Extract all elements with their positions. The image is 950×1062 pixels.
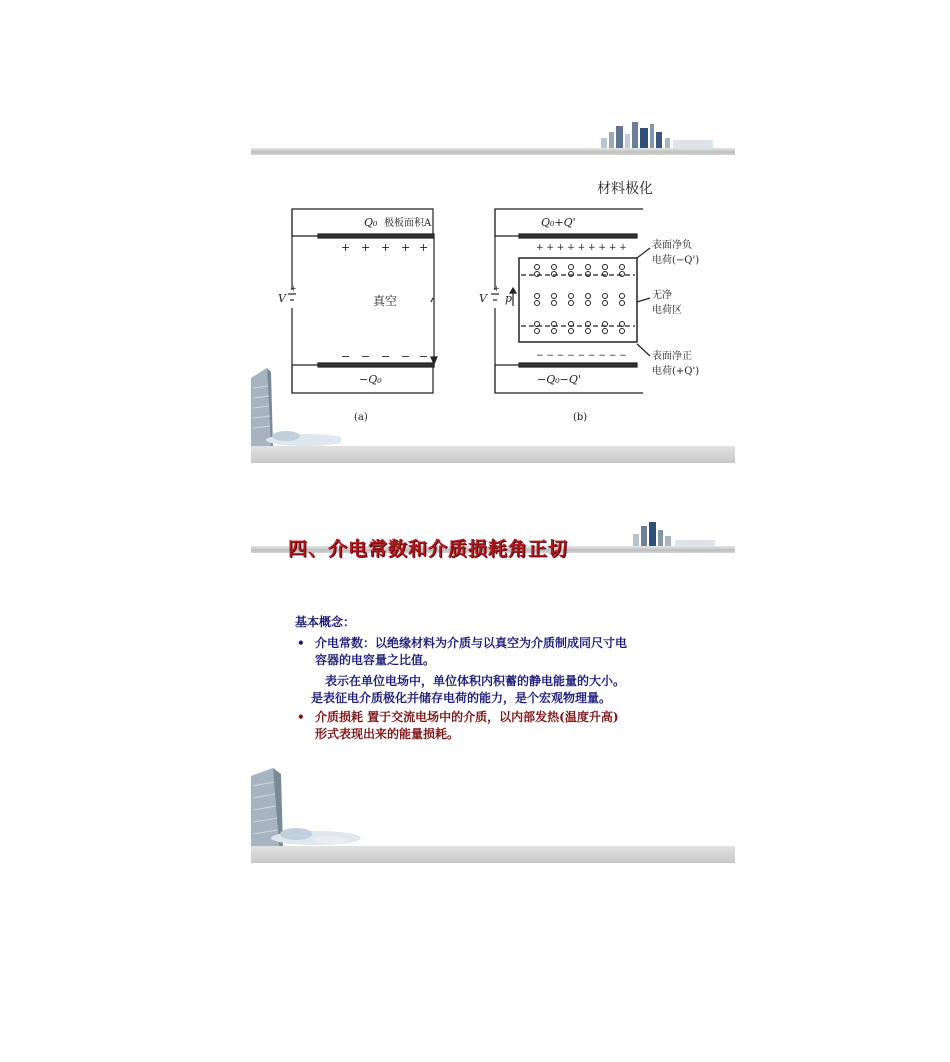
svg-text:+: + bbox=[381, 241, 391, 254]
slide-title: 四、介电常数和介质损耗角正切 bbox=[288, 538, 569, 560]
minus-charges-b bbox=[536, 351, 627, 361]
svg-text:+: + bbox=[419, 241, 429, 254]
svg-text:+ + + + + + + + +: + + + + + + + + + bbox=[536, 243, 627, 253]
svg-text:+: + bbox=[341, 241, 351, 254]
bullet-line: 容器的电容量之比值。 bbox=[315, 653, 436, 667]
svg-text:− − − − − − − − −: − − − − − − − − − bbox=[536, 351, 627, 361]
slide-content bbox=[295, 614, 725, 743]
svg-text:+: + bbox=[361, 241, 371, 254]
svg-text:+: + bbox=[401, 241, 411, 254]
voltage-a: V bbox=[278, 292, 286, 305]
minus-charges-a bbox=[341, 350, 428, 363]
charge-bottom-b: −Q₀−Q' bbox=[537, 373, 581, 386]
dipole-label: p bbox=[505, 292, 513, 305]
caption-b: (b) bbox=[573, 412, 588, 423]
bullet-dielectric-loss bbox=[295, 709, 725, 743]
diagram-a bbox=[288, 209, 437, 393]
svg-text:−: − bbox=[419, 350, 429, 363]
label-neutral-2: 电荷区 bbox=[652, 305, 682, 316]
slide-title: 材料极化 bbox=[597, 181, 653, 197]
svg-text:−: − bbox=[381, 350, 391, 363]
charge-bottom-a: −Q₀ bbox=[359, 373, 382, 386]
label-neg-2: 电荷(−Q') bbox=[652, 255, 700, 266]
slide-dielectric-constant bbox=[251, 516, 735, 863]
skyline-decoration bbox=[631, 520, 735, 548]
vacuum-label: 真空 bbox=[373, 294, 398, 308]
section-heading: 基本概念： bbox=[295, 615, 356, 629]
bullet-line: 形式表现出来的能量损耗。 bbox=[315, 727, 460, 741]
bullet-line: 介质损耗 置于交流电场中的介质，以内部发热(温度升高) bbox=[315, 710, 619, 724]
paragraph-line: 表示在单位电场中，单位体积内积蓄的静电能量的大小。 bbox=[325, 674, 626, 688]
charge-top-b: Q₀+Q' bbox=[541, 216, 576, 229]
bullet-icon: • bbox=[297, 710, 305, 724]
plus-charges-b bbox=[536, 243, 627, 253]
svg-text:+: + bbox=[493, 284, 500, 293]
plate-area-label: 极板面积A bbox=[384, 218, 432, 229]
slide-polarization bbox=[251, 118, 735, 463]
label-pos-1: 表面净正 bbox=[652, 351, 692, 362]
plus-charges-a bbox=[341, 241, 428, 254]
paragraph-line: 是表征电介质极化并储存电荷的能力，是个宏观物理量。 bbox=[311, 691, 612, 705]
building-decoration bbox=[251, 768, 361, 848]
capacitor-diagram bbox=[251, 118, 735, 463]
label-pos-2: 电荷(+Q') bbox=[652, 366, 700, 377]
label-neutral-1: 无净 bbox=[652, 290, 672, 301]
bullet-icon: • bbox=[297, 636, 305, 650]
charge-top-a: Q₀ bbox=[364, 216, 378, 229]
bottom-bar bbox=[251, 846, 735, 863]
svg-text:−: − bbox=[401, 350, 411, 363]
label-neg-1: 表面净负 bbox=[652, 240, 692, 251]
bullet-dielectric-constant bbox=[295, 635, 725, 669]
svg-text:−: − bbox=[341, 350, 351, 363]
bullet-line: 介电常数：以绝缘材料为介质与以真空为介质制成同尺寸电 bbox=[315, 636, 628, 650]
voltage-b: V bbox=[479, 292, 487, 305]
svg-text:−: − bbox=[361, 350, 371, 363]
caption-a: (a) bbox=[354, 412, 368, 423]
svg-text:+: + bbox=[290, 284, 297, 293]
